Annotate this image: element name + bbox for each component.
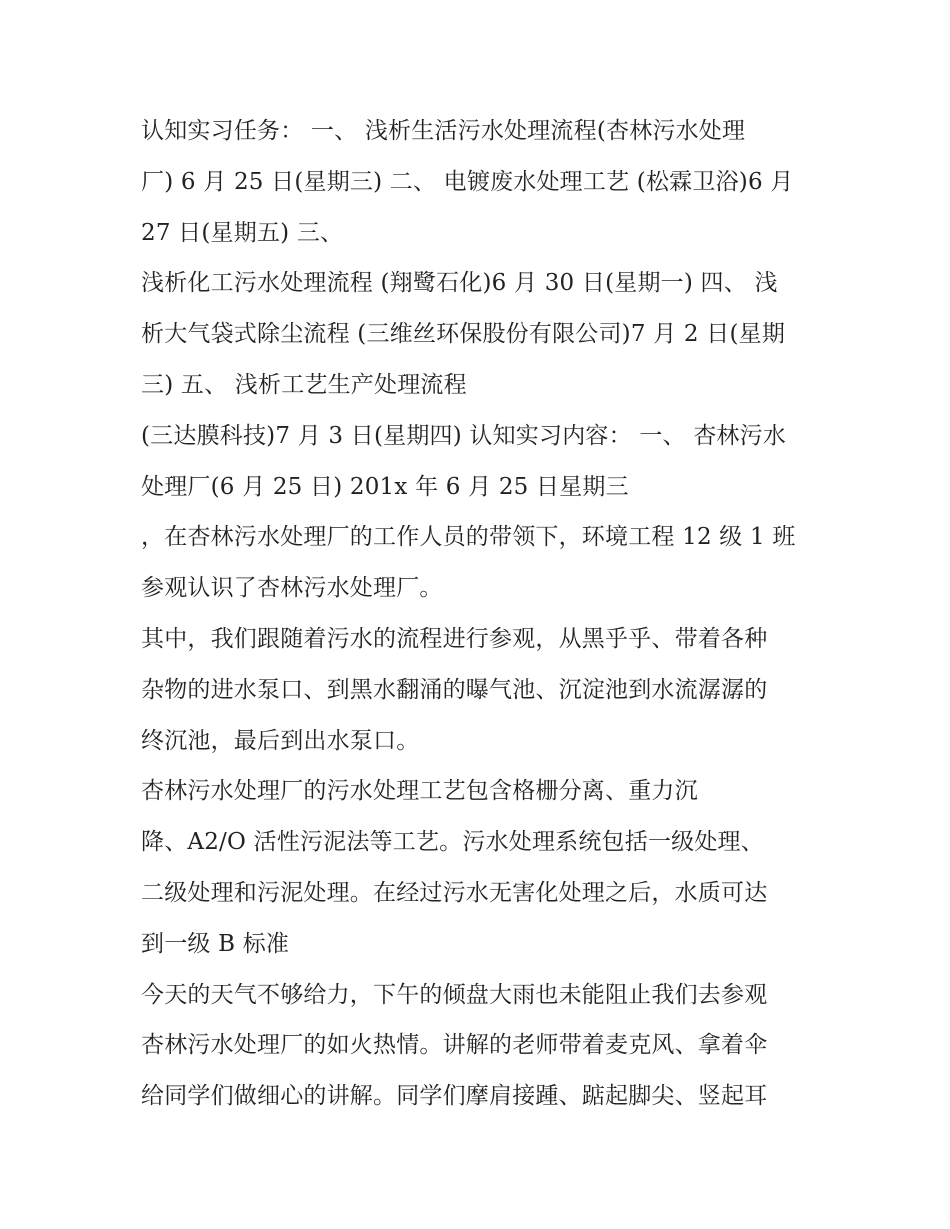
text-line: 杏林污水处理厂的污水处理工艺包含格栅分离、重力沉	[141, 778, 698, 805]
text-line: 到一级 B 标准	[141, 930, 290, 957]
text-line: 浅析化工污水处理流程 (翔鹭石化)6 月 30 日(星期一) 四、 浅	[141, 270, 778, 297]
text-line: 杂物的进水泵口、到黑水翻涌的曝气池、沉淀池到水流潺潺的	[141, 676, 768, 703]
text-line: 给同学们做细心的讲解。同学们摩肩接踵、踮起脚尖、竖起耳	[141, 1083, 768, 1110]
text-line: 析大气袋式除尘流程 (三维丝环保股份有限公司)7 月 2 日(星期	[141, 321, 786, 348]
text-line: 终沉池，最后到出水泵口。	[141, 727, 420, 754]
text-line: 杏林污水处理厂的如火热情。讲解的老师带着麦克风、拿着伞	[141, 1032, 768, 1059]
text-line: 27 日(星期五) 三、	[141, 219, 344, 246]
text-line: 认知实习任务： 一、 浅析生活污水处理流程(杏林污水处理	[141, 118, 746, 144]
text-line: 其中，我们跟随着污水的流程进行参观，从黑乎乎、带着各种	[141, 625, 768, 652]
text-line: 处理厂(6 月 25 日) 201x 年 6 月 25 日星期三	[141, 473, 629, 500]
text-line: ，在杏林污水处理厂的工作人员的带领下，环境工程 12 级 1 班	[141, 524, 796, 551]
document-body	[141, 106, 821, 1122]
text-line: 今天的天气不够给力，下午的倾盘大雨也未能阻止我们去参观	[141, 981, 768, 1008]
text-line: 三) 五、 浅析工艺生产处理流程	[141, 371, 467, 398]
text-line: (三达膜科技)7 月 3 日(星期四) 认知实习内容： 一、 杏林污水	[141, 422, 787, 449]
text-line: 参观认识了杏林污水处理厂。	[141, 575, 443, 602]
text-line: 降、A2/O 活性污泥法等工艺。污水处理系统包括一级处理、	[141, 829, 764, 856]
text-line: 二级处理和污泥处理。在经过污水无害化处理之后，水质可达	[141, 879, 768, 906]
text-line: 厂) 6 月 25 日(星期三) 二、 电镀废水处理工艺 (松霖卫浴)6 月	[141, 168, 794, 195]
